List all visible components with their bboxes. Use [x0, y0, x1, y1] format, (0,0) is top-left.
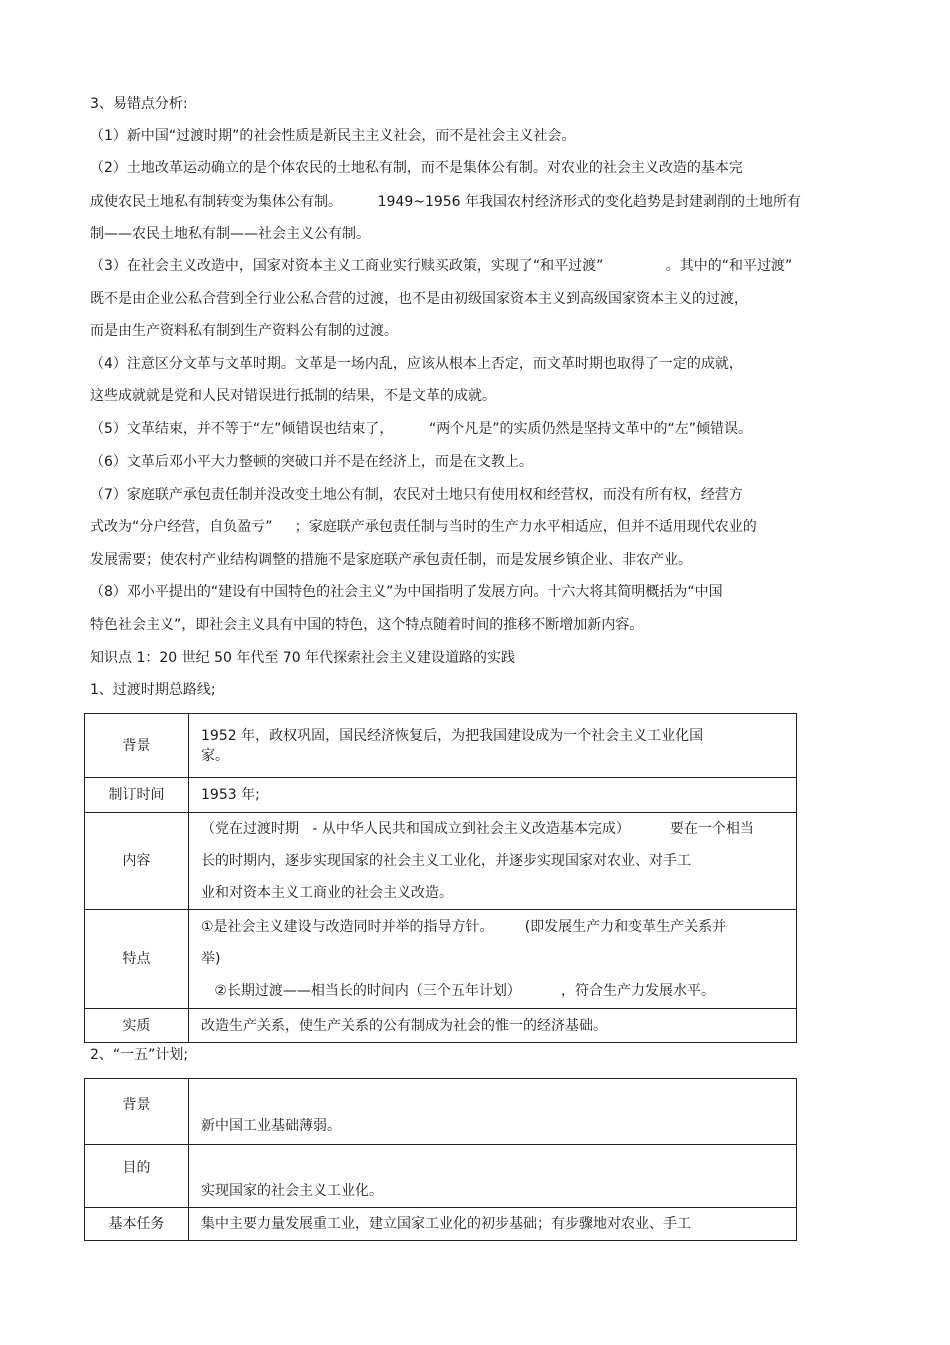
text-line: 成使农民土地私有制转变为集体公有制。 1949~1956 年我国农村经济形式的变化趋势是封建剥削的土地所有 — [90, 194, 802, 210]
subsection-heading: 2、“一五”计划; — [90, 1047, 189, 1063]
text-line: （8）邓小平提出的“建设有中国特色的社会主义”为中国指明了发展方向。十六大将其简明概括为“中国 — [90, 584, 723, 600]
row-header: 目的 — [85, 1145, 189, 1208]
cell-line: 家。 — [201, 747, 229, 764]
row-content — [189, 1009, 797, 1043]
text-line: （5）文革结束，并不等于“左”倾错误也结束了， “两个凡是”的实质仍然是坚持文革中的“左”倾错误。 — [90, 421, 753, 437]
text-line: 既不是由企业公私合营到全行业公私合营的过渡，也不是由初级国家资本主义到高级国家资本主义的过渡， — [90, 291, 748, 307]
text-line: 3、易错点分析: — [90, 96, 188, 112]
row-header: 制订时间 — [85, 778, 189, 813]
row-header: 背景 — [85, 1079, 189, 1145]
cell-line: 1953 年; — [201, 787, 260, 803]
text-line: 发展需要；使农村产业结构调整的措施不是家庭联产承包责任制，而是发展乡镇企业、非农产业。 — [90, 552, 692, 568]
cell-line: 长的时期内，逐步实现国家的社会主义工业化，并逐步实现国家对农业、对手工 — [201, 853, 691, 869]
general-line-table — [84, 713, 797, 1043]
cell-line: 业和对资本主义工商业的社会主义改造。 — [201, 885, 453, 901]
subsection-heading: 1、过渡时期总路线; — [90, 682, 216, 698]
text-line: （3）在社会主义改造中，国家对资本主义工商业实行赎买政策，实现了“和平过渡” 。其中的“和平过渡” — [90, 258, 793, 274]
section-heading: 知识点 1：20 世纪 50 年代至 70 年代探索社会主义建设道路的实践 — [90, 650, 516, 666]
table-row — [85, 1079, 797, 1145]
text-line: 这些成就就是党和人民对错误进行抵制的结果，不是文革的成就。 — [90, 388, 496, 404]
text-line: 制——农民土地私有制——社会主义公有制。 — [90, 226, 370, 242]
row-content — [189, 1145, 797, 1208]
row-content — [189, 714, 797, 778]
text-line: （2）土地改革运动确立的是个体农民的土地私有制，而不是集体公有制。对农业的社会主义改造的基本完 — [90, 160, 743, 176]
row-header: 基本任务 — [85, 1208, 189, 1241]
row-content — [189, 1079, 797, 1145]
cell-line: ①是社会主义建设与改造同时并举的指导方针。 (即发展生产力和变革生产关系并 — [201, 919, 727, 935]
table-row — [85, 778, 797, 813]
row-header: 特点 — [85, 910, 189, 1009]
cell-line: 1952 年，政权巩固，国民经济恢复后，为把我国建设成为一个社会主义工业化国 — [201, 727, 704, 744]
text-line: （6）文革后邓小平大力整顿的突破口并不是在经济上，而是在文教上。 — [90, 454, 533, 470]
row-header: 内容 — [85, 813, 189, 910]
text-line: 而是由生产资料私有制到生产资料公有制的过渡。 — [90, 323, 398, 339]
cell-line: （党在过渡时期 - 从中华人民共和国成立到社会主义改造基本完成） 要在一个相当 — [201, 821, 754, 837]
table-row — [85, 813, 797, 910]
cell-line: 新中国工业基础薄弱。 — [201, 1118, 341, 1134]
first-five-year-plan-table — [84, 1078, 797, 1241]
text-line: （1）新中国“过渡时期”的社会性质是新民主主义社会，而不是社会主义社会。 — [90, 128, 576, 144]
cell-line: 集中主要力量发展重工业，建立国家工业化的初步基础；有步骤地对农业、手工 — [201, 1216, 691, 1232]
row-content — [189, 813, 797, 910]
cell-line: 实现国家的社会主义工业化。 — [201, 1183, 383, 1199]
table-row — [85, 1009, 797, 1043]
text-line: 特色社会主义”，即社会主义具有中国的特色，这个特点随着时间的推移不断增加新内容。 — [90, 617, 644, 633]
table-row — [85, 1145, 797, 1208]
row-header: 实质 — [85, 1009, 189, 1043]
text-line: 式改为“分户经营，自负盈亏” ；家庭联产承包责任制与当时的生产力水平相适应，但并不适用现代农业的 — [90, 519, 757, 535]
row-content — [189, 910, 797, 1009]
cell-line: 改造生产关系，使生产关系的公有制成为社会的惟一的经济基础。 — [201, 1017, 607, 1034]
row-content — [189, 1208, 797, 1241]
cell-line: ②长期过渡——相当长的时间内（三个五年计划） ，符合生产力发展水平。 — [201, 983, 715, 999]
table-row — [85, 1208, 797, 1241]
table-row — [85, 910, 797, 1009]
cell-line: 举) — [201, 951, 221, 967]
row-header: 背景 — [85, 714, 189, 778]
row-content — [189, 778, 797, 813]
text-line: （4）注意区分文革与文革时期。文革是一场内乱，应该从根本上否定，而文革时期也取得了一定的成就， — [90, 356, 743, 372]
text-line: （7）家庭联产承包责任制并没改变土地公有制，农民对土地只有使用权和经营权，而没有所有权，经营方 — [90, 487, 743, 503]
table-row — [85, 714, 797, 778]
